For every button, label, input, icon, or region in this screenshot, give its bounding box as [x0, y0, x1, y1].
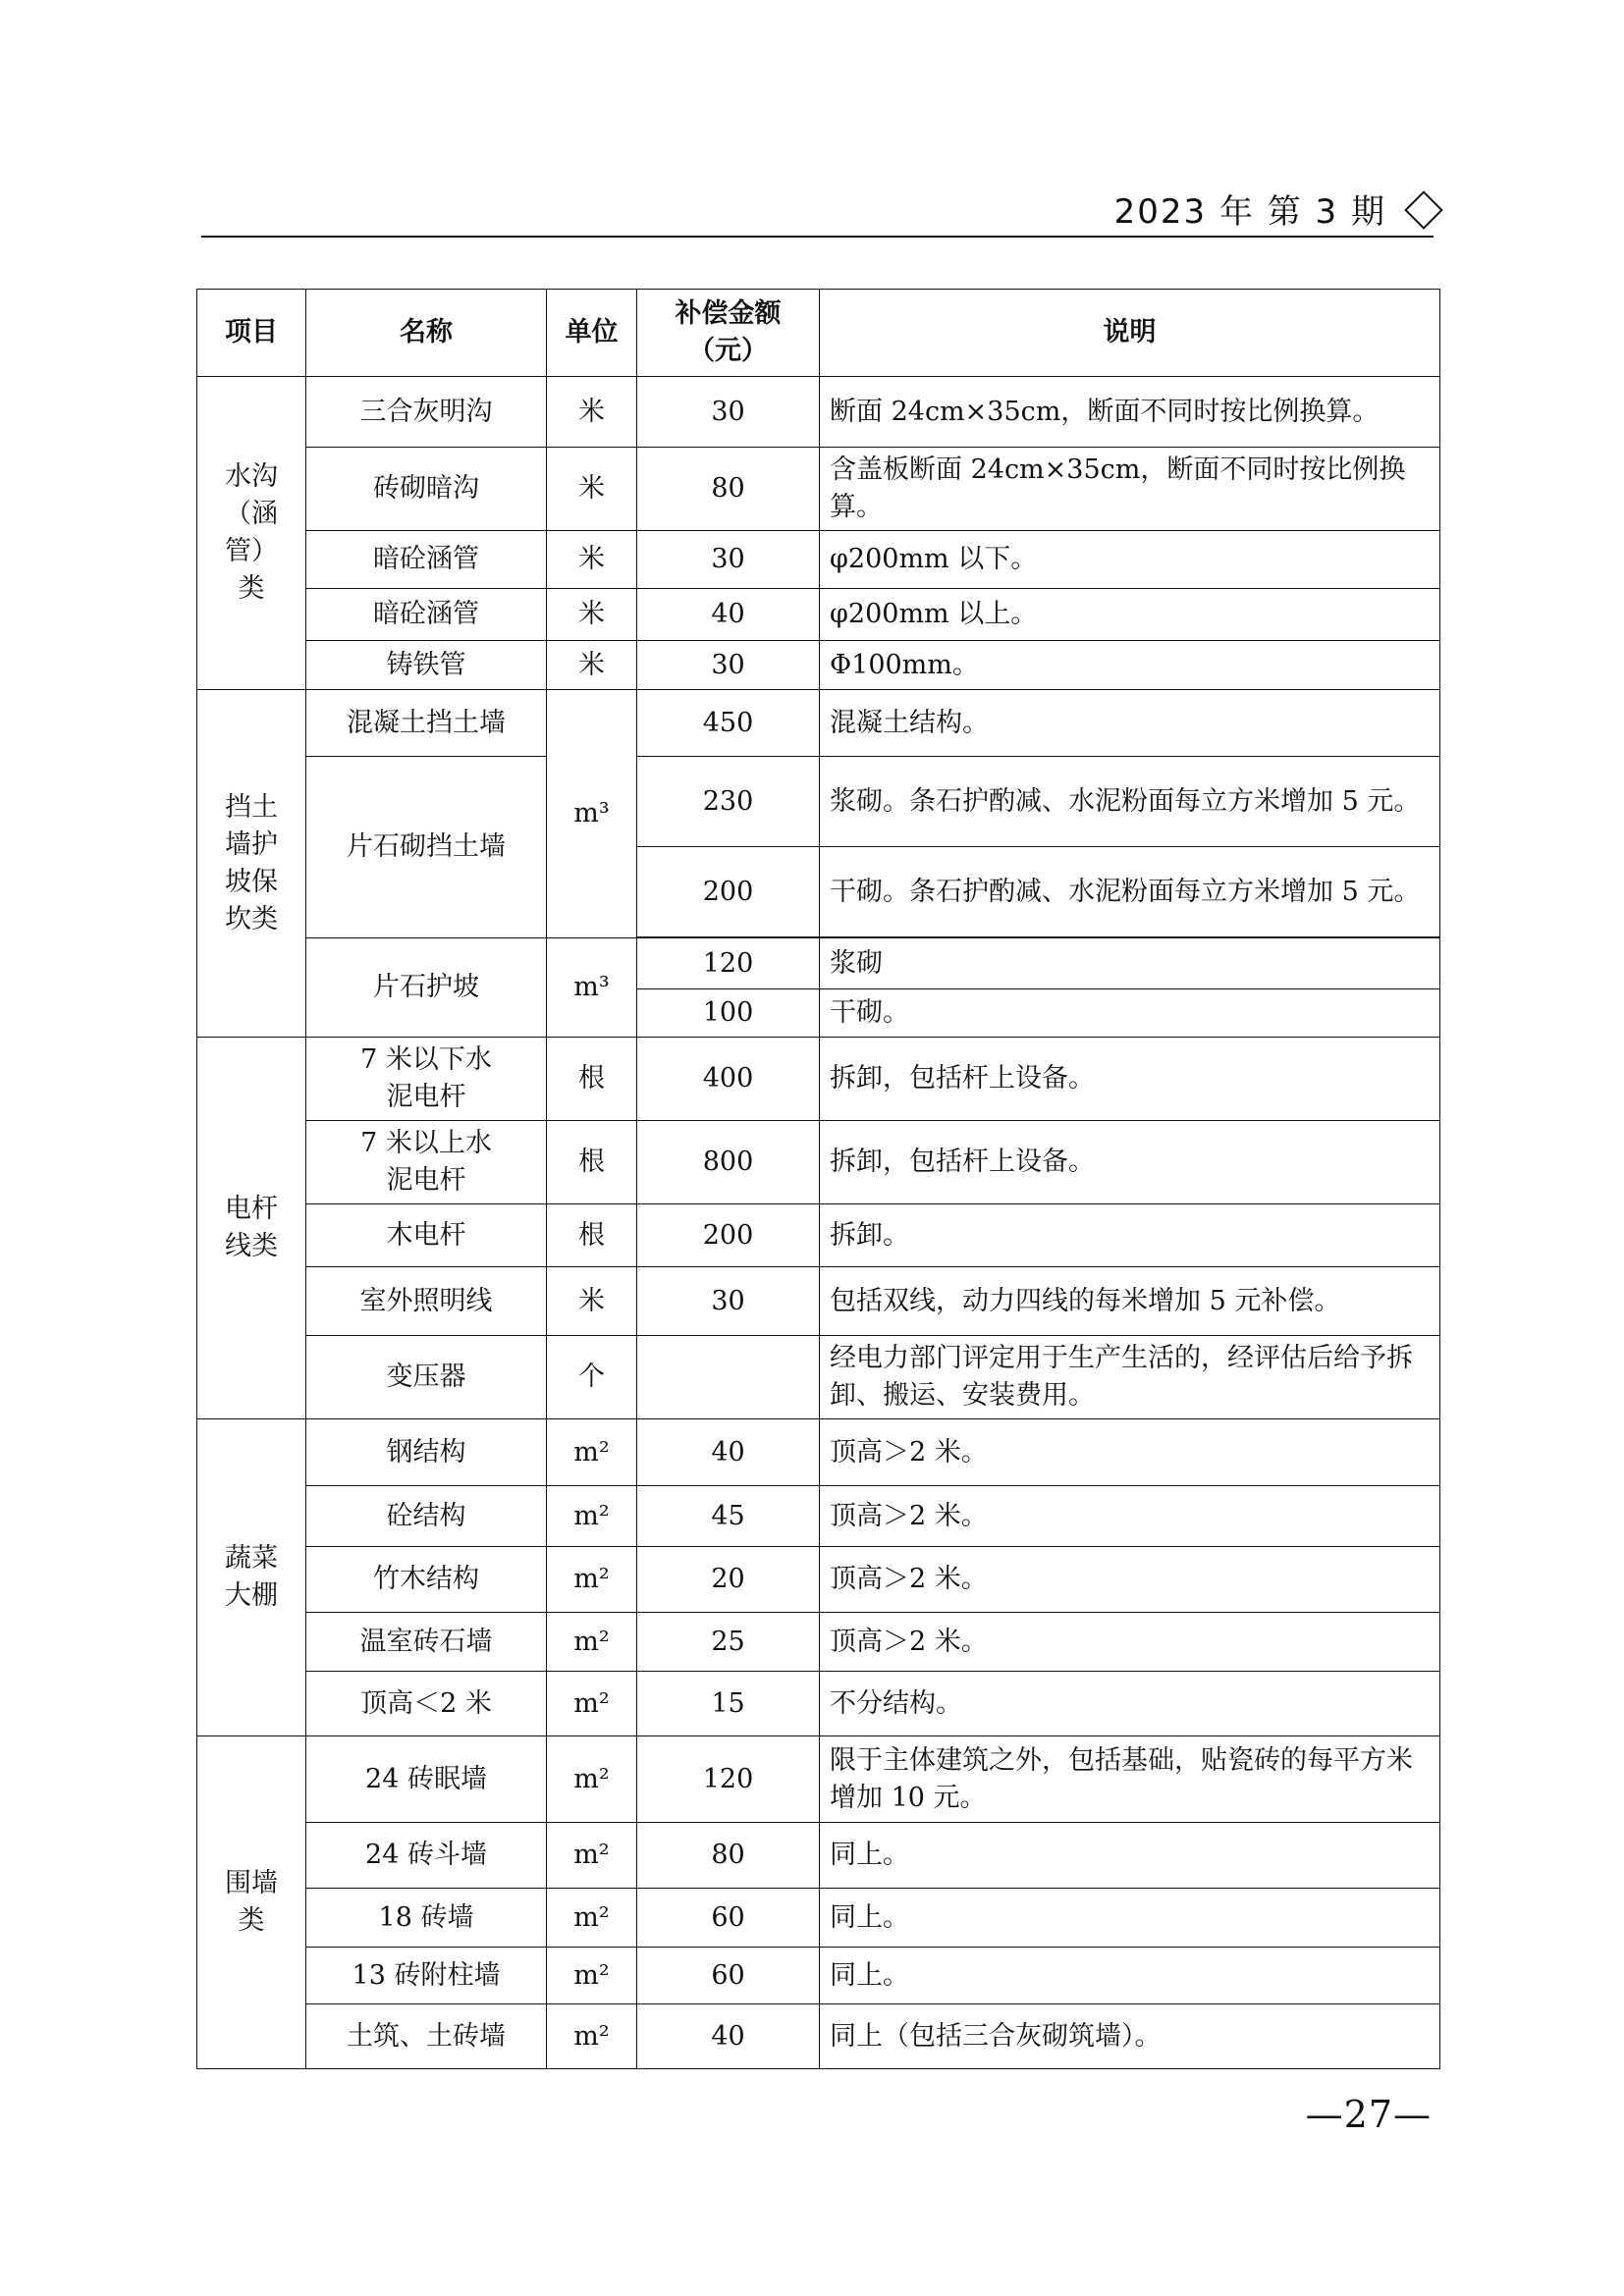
item-note: 浆砌 — [820, 938, 1440, 989]
item-unit: m² — [547, 1672, 637, 1736]
item-unit: m² — [547, 1547, 637, 1613]
item-name: 暗砼涵管 — [306, 531, 547, 589]
item-amount: 80 — [637, 1823, 820, 1889]
item-amount: 200 — [637, 847, 820, 937]
item-note: 包括双线，动力四线的每米增加 5 元补偿。 — [820, 1267, 1440, 1336]
item-note: 拆卸。 — [820, 1204, 1440, 1267]
item-note: 含盖板断面 24cm×35cm，断面不同时按比例换算。 — [820, 448, 1440, 531]
item-amount: 15 — [637, 1672, 820, 1736]
item-name: 顶高＜2 米 — [306, 1672, 547, 1736]
item-name: 24 砖斗墙 — [306, 1823, 547, 1889]
item-amount: 60 — [637, 1948, 820, 2004]
item-unit: 根 — [547, 1204, 637, 1267]
col-header-item: 项目 — [197, 290, 306, 377]
table-row — [197, 2004, 1440, 2069]
item-name: 竹木结构 — [306, 1547, 547, 1613]
item-note: Φ100mm。 — [820, 641, 1440, 690]
item-unit: m³ — [547, 690, 637, 938]
table-row — [197, 377, 1440, 448]
item-amount: 30 — [637, 641, 820, 690]
item-unit: 米 — [547, 531, 637, 589]
table-row — [197, 1038, 1440, 1121]
item-unit: 米 — [547, 1267, 637, 1336]
item-name: 木电杆 — [306, 1204, 547, 1267]
item-note: φ200mm 以下。 — [820, 531, 1440, 589]
category-cell: 围墙类 — [197, 1736, 306, 2069]
item-note: 经电力部门评定用于生产生活的，经评估后给予拆卸、搬运、安装费用。 — [820, 1336, 1440, 1419]
table-row — [197, 938, 1440, 989]
item-name: 18 砖墙 — [306, 1889, 547, 1948]
item-unit: 米 — [547, 448, 637, 531]
item-note: 顶高＞2 米。 — [820, 1419, 1440, 1486]
col-header-unit: 单位 — [547, 290, 637, 377]
item-note: 顶高＞2 米。 — [820, 1613, 1440, 1672]
table-row — [197, 1736, 1440, 1823]
item-unit: m² — [547, 1948, 637, 2004]
item-amount: 40 — [637, 1419, 820, 1486]
item-name: 铸铁管 — [306, 641, 547, 690]
table-row — [197, 531, 1440, 589]
table-row — [197, 1948, 1440, 2004]
item-unit: 米 — [547, 589, 637, 641]
item-name: 钢结构 — [306, 1419, 547, 1486]
item-note: 混凝土结构。 — [820, 690, 1440, 757]
item-unit: m² — [547, 1736, 637, 1823]
item-name: 砖砌暗沟 — [306, 448, 547, 531]
item-name-text: 7 米以下水泥电杆 — [360, 1044, 492, 1112]
item-unit: m² — [547, 1889, 637, 1948]
item-amount: 800 — [637, 1121, 820, 1204]
table-row — [197, 1419, 1440, 1486]
item-name: 砼结构 — [306, 1486, 547, 1547]
item-amount: 60 — [637, 1889, 820, 1948]
table-row — [197, 1121, 1440, 1204]
item-amount: 20 — [637, 1547, 820, 1613]
item-amount: 120 — [637, 1736, 820, 1823]
item-unit: 根 — [547, 1038, 637, 1121]
item-amount: 40 — [637, 589, 820, 641]
item-unit: m² — [547, 1486, 637, 1547]
item-unit: 米 — [547, 377, 637, 448]
item-note: 同上。 — [820, 1948, 1440, 2004]
compensation-table — [196, 289, 1440, 2069]
category-cell: 蔬菜大棚 — [197, 1419, 306, 1736]
col-header-note: 说明 — [820, 290, 1440, 377]
item-unit: 米 — [547, 641, 637, 690]
item-name: 温室砖石墙 — [306, 1613, 547, 1672]
category-cell: 电杆线类 — [197, 1038, 306, 1419]
item-unit: m³ — [547, 938, 637, 1038]
item-name: 混凝土挡土墙 — [306, 690, 547, 757]
item-amount — [637, 1336, 820, 1419]
item-note: 限于主体建筑之外，包括基础，贴瓷砖的每平方米增加 10 元。 — [820, 1736, 1440, 1823]
item-note: 顶高＞2 米。 — [820, 1486, 1440, 1547]
table-row — [197, 448, 1440, 531]
item-unit: m² — [547, 2004, 637, 2069]
item-amount: 200 — [637, 1204, 820, 1267]
item-note: 拆卸，包括杆上设备。 — [820, 1121, 1440, 1204]
item-name: 变压器 — [306, 1336, 547, 1419]
item-name: 片石砌挡土墙 — [306, 757, 547, 938]
item-amount: 230 — [637, 757, 820, 847]
item-note: 不分结构。 — [820, 1672, 1440, 1736]
table-row — [197, 1672, 1440, 1736]
table-row — [197, 1547, 1440, 1613]
item-name: 13 砖附柱墙 — [306, 1948, 547, 2004]
item-unit: 根 — [547, 1121, 637, 1204]
table-row — [197, 641, 1440, 690]
item-note: 浆砌。条石护酌减、水泥粉面每立方米增加 5 元。 — [820, 757, 1440, 847]
item-note: 干砌。 — [820, 989, 1440, 1038]
item-amount: 30 — [637, 1267, 820, 1336]
issue-title: 2023 年 第 3 期 — [1113, 192, 1386, 232]
item-note: 同上。 — [820, 1889, 1440, 1948]
item-note: 顶高＞2 米。 — [820, 1547, 1440, 1613]
header-rule — [201, 236, 1434, 238]
item-amount: 45 — [637, 1486, 820, 1547]
table-row — [197, 1336, 1440, 1419]
item-name: 暗砼涵管 — [306, 589, 547, 641]
item-amount: 30 — [637, 531, 820, 589]
item-note: 干砌。条石护酌减、水泥粉面每立方米增加 5 元。 — [820, 847, 1440, 937]
item-unit: m² — [547, 1823, 637, 1889]
item-unit: 个 — [547, 1336, 637, 1419]
item-name: 室外照明线 — [306, 1267, 547, 1336]
item-amount: 400 — [637, 1038, 820, 1121]
table-row — [197, 757, 1440, 847]
page-number: —27— — [1305, 2093, 1432, 2136]
table-row — [197, 1267, 1440, 1336]
item-name — [306, 1038, 547, 1121]
item-amount: 30 — [637, 377, 820, 448]
item-name: 片石护坡 — [306, 938, 547, 1038]
table-row — [197, 1823, 1440, 1889]
item-amount: 450 — [637, 690, 820, 757]
table-row — [197, 1204, 1440, 1267]
item-unit: m² — [547, 1419, 637, 1486]
col-header-amount: 补偿金额（元） — [637, 290, 820, 377]
table-row — [197, 589, 1440, 641]
category-cell: 挡土墙护坡保坎类 — [197, 690, 306, 1038]
item-name: 土筑、土砖墙 — [306, 2004, 547, 2069]
item-amount: 40 — [637, 2004, 820, 2069]
item-note: 同上。 — [820, 1823, 1440, 1889]
table-row — [197, 690, 1440, 757]
item-amount: 100 — [637, 989, 820, 1038]
table-row — [197, 1889, 1440, 1948]
item-name: 24 砖眠墙 — [306, 1736, 547, 1823]
table-header-row — [197, 290, 1440, 377]
item-name — [306, 1121, 547, 1204]
item-note: 拆卸，包括杆上设备。 — [820, 1038, 1440, 1121]
item-note: 同上（包括三合灰砌筑墙）。 — [820, 2004, 1440, 2069]
page-header — [1114, 185, 1437, 233]
item-unit: m² — [547, 1613, 637, 1672]
item-name-text: 7 米以上水泥电杆 — [360, 1128, 492, 1196]
item-amount: 80 — [637, 448, 820, 531]
table-row — [197, 1613, 1440, 1672]
item-amount: 25 — [637, 1613, 820, 1672]
col-header-name: 名称 — [306, 290, 547, 377]
diamond-icon — [1404, 190, 1443, 230]
item-note: φ200mm 以上。 — [820, 589, 1440, 641]
item-name: 三合灰明沟 — [306, 377, 547, 448]
item-amount: 120 — [637, 938, 820, 989]
category-cell: 水沟（涵管）类 — [197, 377, 306, 690]
item-note: 断面 24cm×35cm，断面不同时按比例换算。 — [820, 377, 1440, 448]
table-row — [197, 1486, 1440, 1547]
